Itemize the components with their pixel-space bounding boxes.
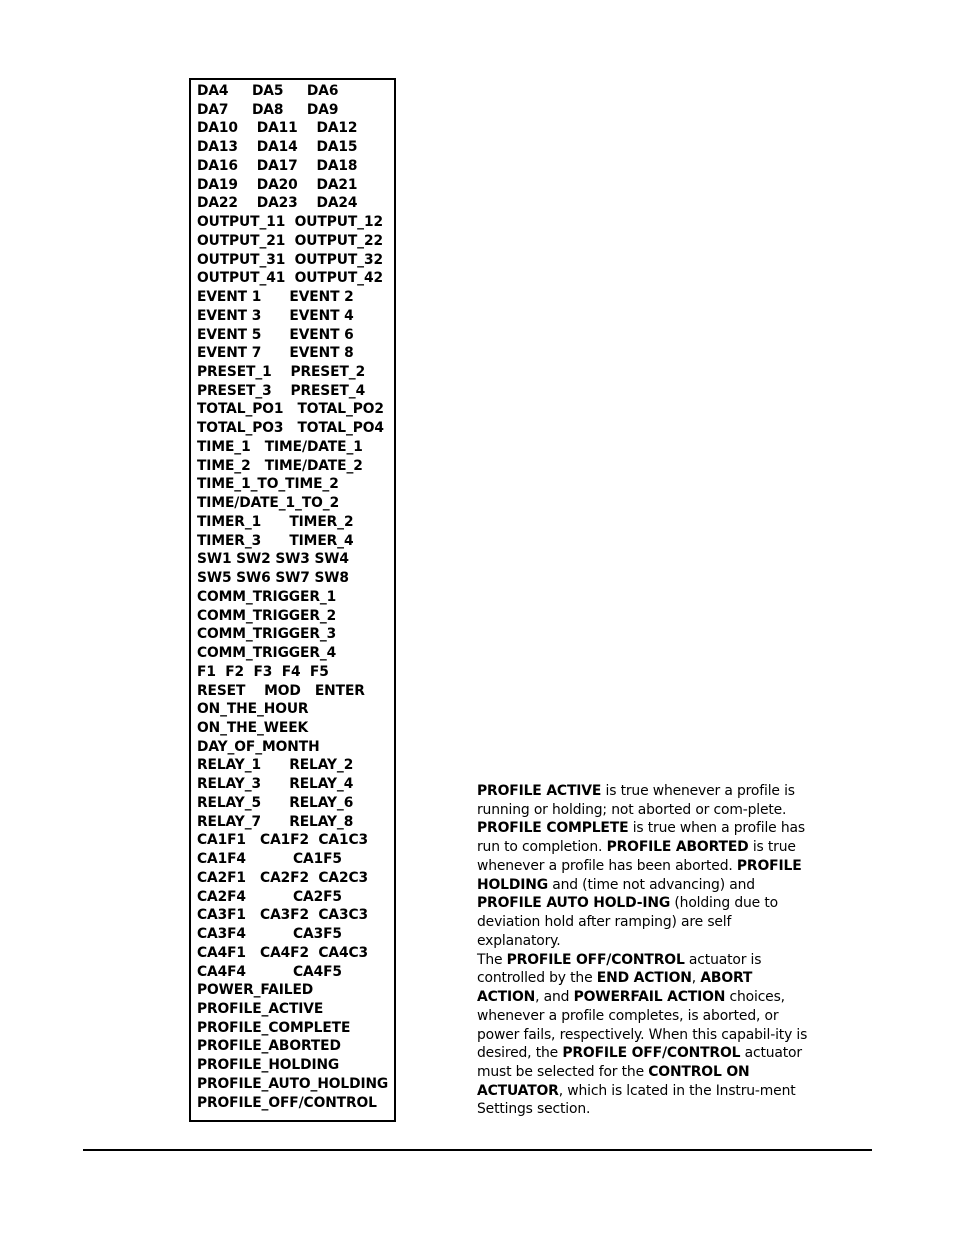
- text-run: actuator must be selected for the: [477, 1045, 802, 1081]
- actuator-list-box: [189, 78, 396, 1122]
- actuator-list-line: ON_THE_HOUR: [197, 701, 309, 718]
- actuator-list-line: DA4 DA5 DA6: [197, 83, 339, 99]
- actuator-list-line: TIME_1 TIME/DATE_1: [197, 438, 363, 455]
- text-run: is true whenever a profile is running or holding; not aborted or com-plete.: [477, 783, 795, 818]
- actuator-list-line: F1 F2 F3 F4 F5: [197, 663, 329, 680]
- actuator-list-line: TIME_2 TIME/DATE_2: [197, 457, 363, 474]
- bold-term: PROFILE COMPLETE: [477, 820, 629, 837]
- actuator-list-line: DA10 DA11 DA12: [197, 120, 358, 137]
- footer-rule: [83, 1149, 872, 1151]
- actuator-list-line: TOTAL_PO3 TOTAL_PO4: [197, 420, 384, 437]
- bold-term: END ACTION: [596, 970, 692, 987]
- text-run: is true whenever a profile has been aborted.: [477, 839, 796, 874]
- bold-term: PROFILE HOLDING: [477, 857, 802, 893]
- bold-term: CONTROL ON ACTUATOR: [477, 1064, 750, 1099]
- actuator-list-line: CA4F4 CA4F5: [197, 963, 342, 980]
- text-run: The: [477, 951, 507, 968]
- bold-term: PROFILE ABORTED: [606, 839, 749, 856]
- actuator-list-line: TIMER_3 TIMER_4: [197, 532, 354, 549]
- actuator-list-line: COMM_TRIGGER_1: [197, 588, 337, 605]
- actuator-list-line: RESET MOD ENTER: [197, 682, 365, 699]
- actuator-list-line: RELAY_3 RELAY_4: [197, 776, 354, 793]
- actuator-list-line: EVENT 1 EVENT 2: [197, 289, 354, 306]
- bold-term: PROFILE ACTIVE: [477, 783, 602, 799]
- actuator-list-line: CA2F1 CA2F2 CA2C3: [197, 869, 369, 886]
- actuator-list-line: RELAY_7 RELAY_8: [197, 813, 354, 830]
- actuator-list-line: DA16 DA17 DA18: [197, 157, 358, 174]
- text-run: , and: [535, 989, 574, 1006]
- actuator-list-line: COMM_TRIGGER_3: [197, 626, 337, 643]
- actuator-list-line: EVENT 5 EVENT 6: [197, 326, 354, 343]
- actuator-list-line: DA7 DA8 DA9: [197, 101, 339, 118]
- actuator-list-line: PROFILE_ACTIVE: [197, 1000, 324, 1017]
- actuator-list-line: TIME/DATE_1_TO_2: [197, 495, 340, 512]
- actuator-list-line: COMM_TRIGGER_4: [197, 645, 337, 662]
- actuator-list-line: TOTAL_PO1 TOTAL_PO2: [197, 401, 384, 418]
- actuator-list-line: CA3F1 CA3F2 CA3C3: [197, 907, 369, 924]
- actuator-list-line: EVENT 7 EVENT 8: [197, 345, 354, 362]
- text-run: and (time not advancing) and: [547, 876, 755, 893]
- actuator-list-line: TIME_1_TO_TIME_2: [197, 476, 339, 493]
- description-paragraph-2: [477, 951, 819, 1120]
- actuator-list-line: CA2F4 CA2F5: [197, 888, 342, 905]
- actuator-list-line: RELAY_5 RELAY_6: [197, 794, 354, 811]
- actuator-list-line: ON_THE_WEEK: [197, 719, 309, 736]
- actuator-list-line: PRESET_1 PRESET_2: [197, 364, 366, 381]
- actuator-list-line: DA19 DA20 DA21: [197, 176, 358, 193]
- actuator-list-line: DA22 DA23 DA24: [197, 195, 358, 212]
- actuator-list-line: SW1 SW2 SW3 SW4: [197, 551, 349, 568]
- description-paragraph-1: [477, 782, 819, 951]
- actuator-list-line: COMM_TRIGGER_2: [197, 607, 337, 624]
- bold-term: PROFILE OFF/CONTROL: [506, 951, 685, 968]
- actuator-list-line: DAY_OF_MONTH: [197, 738, 320, 755]
- actuator-list-line: PROFILE_HOLDING: [197, 1057, 340, 1074]
- actuator-list-line: OUTPUT_21 OUTPUT_22: [197, 232, 383, 249]
- description-text: [477, 782, 819, 1119]
- actuator-list-line: RELAY_1 RELAY_2: [197, 757, 354, 774]
- actuator-list-line: POWER_FAILED: [197, 982, 314, 999]
- actuator-list-line: EVENT 3 EVENT 4: [197, 307, 354, 324]
- text-run: , which is lcated in the Instru-ment Settings section.: [477, 1082, 796, 1118]
- actuator-list-line: OUTPUT_11 OUTPUT_12: [197, 214, 383, 231]
- actuator-list-line: PROFILE_COMPLETE: [197, 1019, 351, 1036]
- actuator-list-line: CA3F4 CA3F5: [197, 926, 342, 943]
- text-run: (holding due to deviation hold after ramping) are self explanatory.: [477, 895, 778, 949]
- actuator-list-line: OUTPUT_41 OUTPUT_42: [197, 270, 383, 287]
- bold-term: PROFILE OFF/CONTROL: [562, 1045, 741, 1062]
- text-run: is true when a profile has run to completion.: [477, 820, 805, 856]
- actuator-list-line: PROFILE_ABORTED: [197, 1038, 341, 1055]
- text-run: choices, whenever a profile completes, is aborted, or power fails, respectively. When this capabil-ity is desired, the: [477, 989, 808, 1062]
- actuator-list-line: PROFILE_OFF/CONTROL: [197, 1094, 377, 1111]
- actuator-list-line: OUTPUT_31 OUTPUT_32: [197, 251, 383, 268]
- actuator-list-line: SW5 SW6 SW7 SW8: [197, 570, 349, 587]
- actuator-list-line: DA13 DA14 DA15: [197, 139, 358, 156]
- actuator-list-line: CA4F1 CA4F2 CA4C3: [197, 944, 369, 961]
- text-run: ,: [691, 970, 701, 987]
- bold-term: POWERFAIL ACTION: [573, 989, 726, 1006]
- actuator-list-line: PRESET_3 PRESET_4: [197, 382, 366, 399]
- actuator-list-line: CA1F4 CA1F5: [197, 851, 342, 868]
- bold-term: ABORT ACTION: [477, 970, 753, 1006]
- actuator-list-line: PROFILE_AUTO_HOLDING: [197, 1075, 389, 1092]
- actuator-list-line: TIMER_1 TIMER_2: [197, 513, 354, 530]
- bold-term: PROFILE AUTO HOLD-ING: [477, 895, 671, 912]
- text-run: actuator is controlled by the: [477, 951, 762, 987]
- actuator-list-line: CA1F1 CA1F2 CA1C3: [197, 832, 369, 849]
